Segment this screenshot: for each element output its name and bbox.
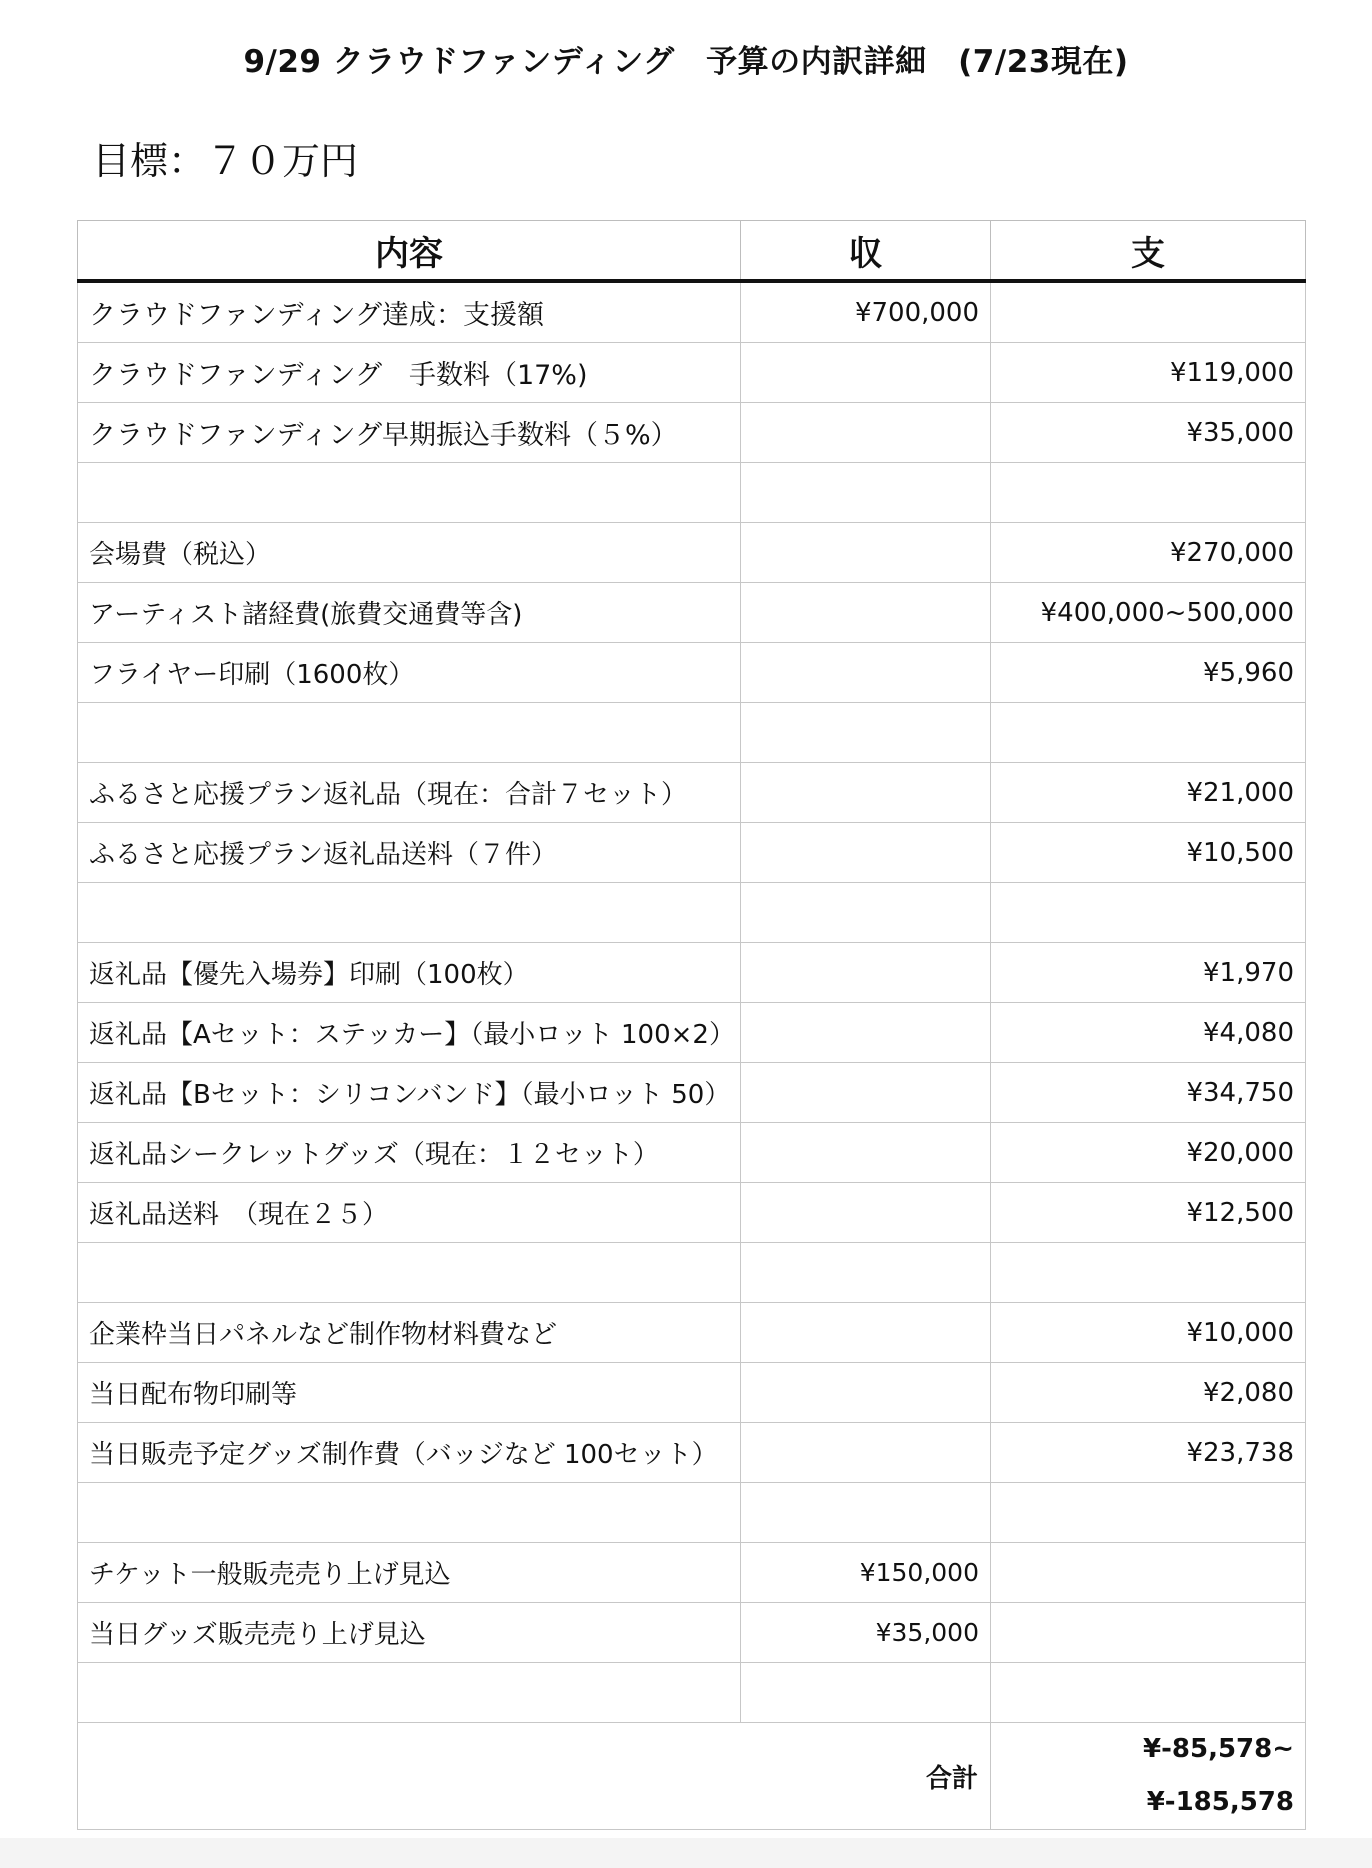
table-row	[78, 343, 1306, 403]
row-item: クラウドファンディング達成：支援額	[78, 281, 741, 343]
row-income	[741, 1123, 991, 1183]
row-expense: ¥34,750	[991, 1063, 1306, 1123]
row-item: 当日グッズ販売売り上げ見込	[78, 1603, 741, 1663]
row-income	[741, 1363, 991, 1423]
row-income	[741, 1003, 991, 1063]
total-row	[78, 1723, 1306, 1830]
table-row	[78, 523, 1306, 583]
row-expense: ¥400,000~500,000	[991, 583, 1306, 643]
row-income	[741, 1423, 991, 1483]
row-expense: ¥12,500	[991, 1183, 1306, 1243]
row-expense: ¥4,080	[991, 1003, 1306, 1063]
table-row	[78, 643, 1306, 703]
table-row	[78, 763, 1306, 823]
row-expense	[991, 1543, 1306, 1603]
row-income	[741, 1483, 991, 1543]
row-item: 返礼品【優先入場券】印刷（100枚）	[78, 943, 741, 1003]
table-row	[78, 1303, 1306, 1363]
header-description: 内容	[78, 221, 741, 282]
row-item: 当日配布物印刷等	[78, 1363, 741, 1423]
table-row	[78, 1603, 1306, 1663]
table-row	[78, 1543, 1306, 1603]
row-income	[741, 643, 991, 703]
total-label: 合計	[78, 1723, 991, 1830]
row-item	[78, 463, 741, 523]
table-row-empty	[78, 1483, 1306, 1543]
row-item	[78, 1243, 741, 1303]
row-expense	[991, 883, 1306, 943]
document-title: 9/29 クラウドファンディング 予算の内訳詳細 (7/23現在)	[243, 44, 1129, 80]
row-item	[78, 883, 741, 943]
total-value	[991, 1723, 1306, 1830]
row-income	[741, 1243, 991, 1303]
row-item: チケット一般販売売り上げ見込	[78, 1543, 741, 1603]
row-income	[741, 343, 991, 403]
row-income	[741, 1183, 991, 1243]
row-item	[78, 703, 741, 763]
table-row-empty	[78, 703, 1306, 763]
row-income: ¥35,000	[741, 1603, 991, 1663]
row-item: 企業枠当日パネルなど制作物材料費など	[78, 1303, 741, 1363]
row-expense	[991, 463, 1306, 523]
row-expense: ¥20,000	[991, 1123, 1306, 1183]
row-expense: ¥119,000	[991, 343, 1306, 403]
row-income	[741, 943, 991, 1003]
row-expense: ¥2,080	[991, 1363, 1306, 1423]
page-bottom-edge	[0, 1838, 1372, 1868]
funding-goal: 目標：７０万円	[92, 139, 359, 183]
row-income: ¥150,000	[741, 1543, 991, 1603]
row-income	[741, 583, 991, 643]
table-row	[78, 943, 1306, 1003]
row-expense: ¥21,000	[991, 763, 1306, 823]
row-expense: ¥5,960	[991, 643, 1306, 703]
table-row	[78, 1123, 1306, 1183]
table-row	[78, 281, 1306, 343]
table-row	[78, 1423, 1306, 1483]
row-income	[741, 463, 991, 523]
table-row-empty	[78, 1663, 1306, 1723]
row-expense: ¥35,000	[991, 403, 1306, 463]
row-income	[741, 403, 991, 463]
row-expense: ¥23,738	[991, 1423, 1306, 1483]
row-item: 当日販売予定グッズ制作費（バッジなど 100セット）	[78, 1423, 741, 1483]
row-item: アーティスト諸経費(旅費交通費等含)	[78, 583, 741, 643]
row-expense: ¥1,970	[991, 943, 1306, 1003]
table-row-empty	[78, 463, 1306, 523]
table-row-empty	[78, 1243, 1306, 1303]
row-item: フライヤー印刷（1600枚）	[78, 643, 741, 703]
row-item	[78, 1483, 741, 1543]
row-income: ¥700,000	[741, 281, 991, 343]
header-income: 収	[741, 221, 991, 282]
row-item: 返礼品シークレットグッズ（現在：１２セット）	[78, 1123, 741, 1183]
row-item: 返礼品【Bセット：シリコンバンド】（最小ロット 50）	[78, 1063, 741, 1123]
table-row	[78, 823, 1306, 883]
row-expense	[991, 281, 1306, 343]
row-income	[741, 823, 991, 883]
row-item: 返礼品【Aセット：ステッカー】（最小ロット 100×2）	[78, 1003, 741, 1063]
table-row	[78, 1063, 1306, 1123]
row-item: ふるさと応援プラン返礼品（現在：合計７セット）	[78, 763, 741, 823]
table-header-row	[78, 221, 1306, 282]
table-row	[78, 583, 1306, 643]
row-item: クラウドファンディング早期振込手数料（５%）	[78, 403, 741, 463]
row-item: ふるさと応援プラン返礼品送料（７件）	[78, 823, 741, 883]
row-expense: ¥10,500	[991, 823, 1306, 883]
row-income	[741, 703, 991, 763]
row-income	[741, 1663, 991, 1723]
table-row	[78, 1003, 1306, 1063]
row-income	[741, 523, 991, 583]
table-row	[78, 1363, 1306, 1423]
total-value-upper: ¥-85,578~	[1143, 1734, 1294, 1764]
row-income	[741, 1303, 991, 1363]
row-item: 会場費（税込）	[78, 523, 741, 583]
header-expense: 支	[991, 221, 1306, 282]
table-row-empty	[78, 883, 1306, 943]
row-item: 返礼品送料 （現在２５）	[78, 1183, 741, 1243]
row-item	[78, 1663, 741, 1723]
row-expense: ¥10,000	[991, 1303, 1306, 1363]
total-value-lower: ¥-185,578	[1146, 1787, 1294, 1817]
row-expense	[991, 1603, 1306, 1663]
table-row	[78, 1183, 1306, 1243]
table-row	[78, 403, 1306, 463]
row-expense	[991, 1243, 1306, 1303]
row-expense	[991, 703, 1306, 763]
budget-table	[77, 220, 1306, 1830]
row-item: クラウドファンディング 手数料（17%)	[78, 343, 741, 403]
row-expense	[991, 1483, 1306, 1543]
row-expense	[991, 1663, 1306, 1723]
row-expense: ¥270,000	[991, 523, 1306, 583]
row-income	[741, 763, 991, 823]
row-income	[741, 1063, 991, 1123]
row-income	[741, 883, 991, 943]
